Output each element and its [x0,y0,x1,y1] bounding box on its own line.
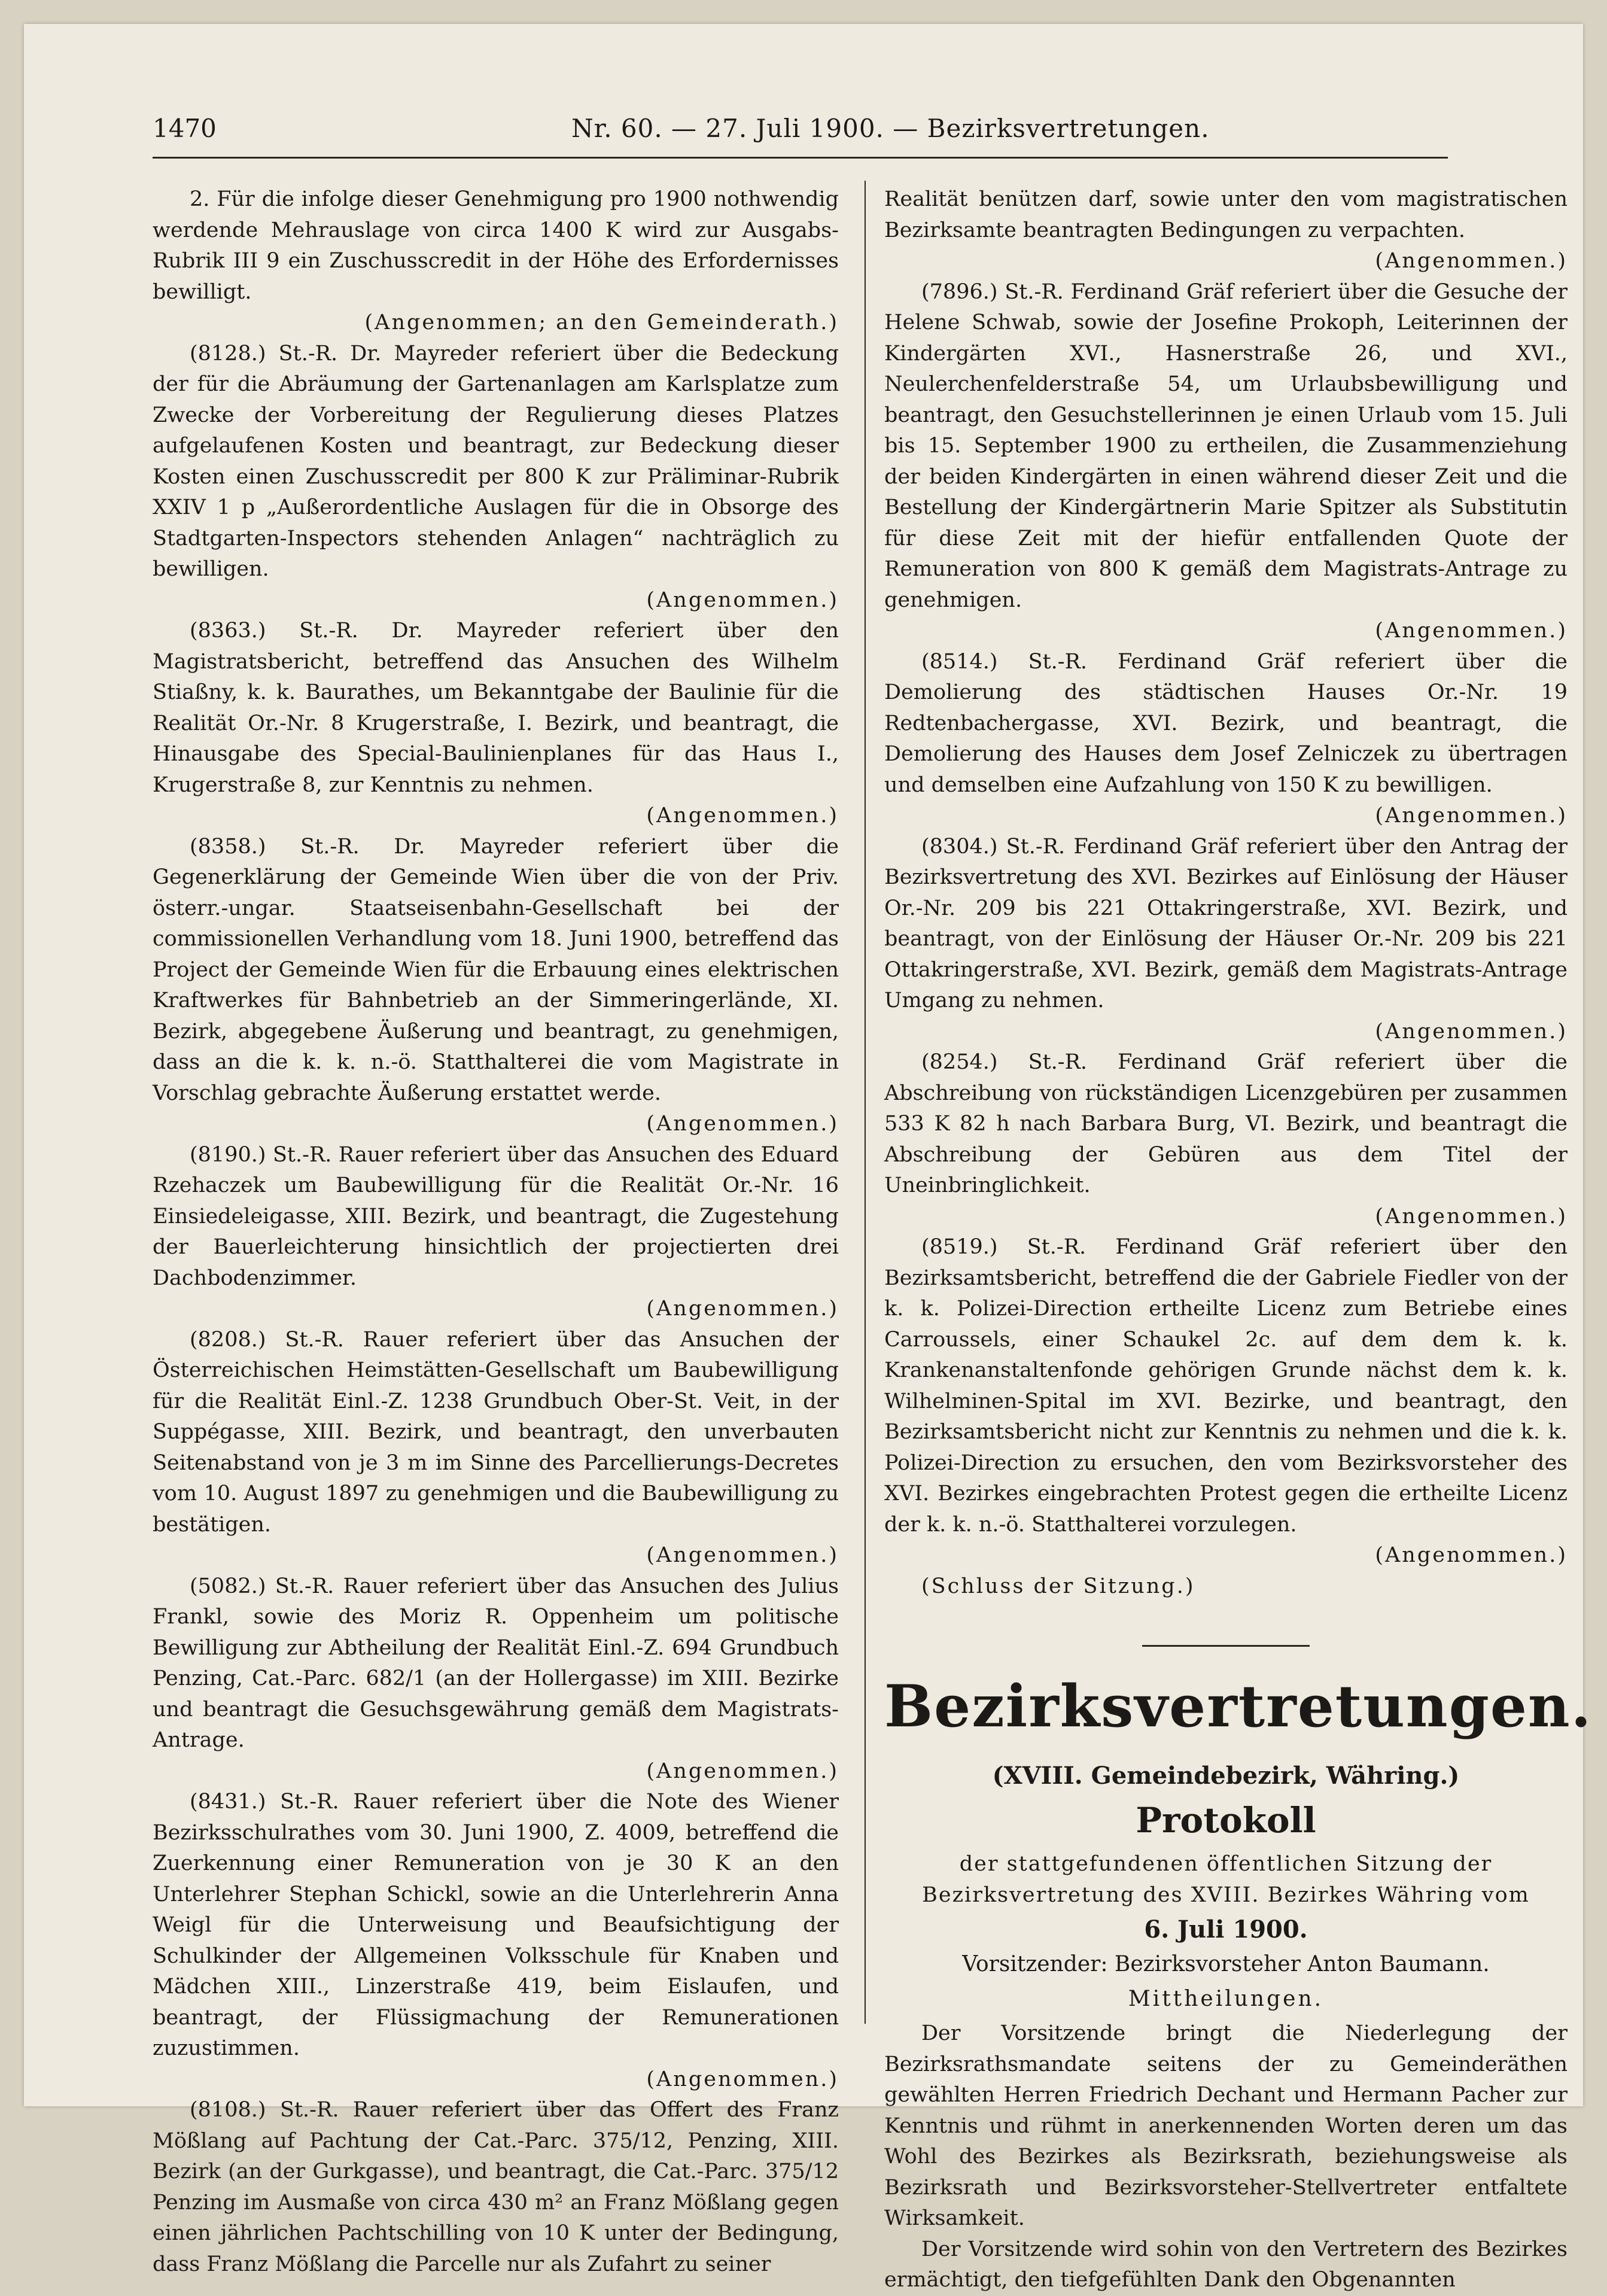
resolution: (Angenommen.) [646,1112,839,1136]
resolution: (Angenommen.) [1375,804,1568,828]
paragraph: (8108.) St.-R. Rauer referiert über das Offert des Franz Mößlang auf Pachtung der Cat.-Parc. 375/12, Penzing, XIII. Bezirk (an der Gurkgasse), und beantragt, die Cat.-Parc. 375/12 Penzing im Ausmaße von circa 430 m² an Franz Mößlang gegen einen jährlichen Pachtschilling von 10 K unter der Bedingung, dass Franz Mößlang die Parcelle nur als Zufahrt zu seiner [153,2098,839,2276]
paragraph: Der Vorsitzende bringt die Niederlegung der Bezirksrathsmandate seitens der zu Gemeinderäthen gewählten Herren Friedrich Dechant und Hermann Pacher zur Kenntnis und rühmt in anerkennenden Worten deren um das Wohl des Bezirkes als Bezirksrath, beziehungsweise als Bezirksrath und Bezirksvorsteher-Stellvertreter entfaltete Wirksamkeit. [884,2021,1568,2230]
resolution: (Angenommen; an den Gemeinderath.) [364,311,839,334]
paragraph: (8363.) St.-R. Dr. Mayreder referiert über den Magistratsbericht, betreffend das Ansuchen des Wilhelm Stiaßny, k. k. Baurathes, um Bekanntgabe der Baulinie für die Realität Or.-Nr. 8 Krugerstraße, I. Bezirk, und beantragt, die Hinausgabe des Special-Baulinienplanes für das Haus I., Krugerstraße 8, zur Kenntnis zu nehmen. [153,619,839,797]
session-date: 6. Juli 1900. [1144,1915,1308,1944]
paragraph: 2. Für die infolge dieser Genehmigung pro 1900 nothwendig werdende Mehrauslage von circa 1400 K wird zur Ausgabs-Rubrik III 9 ein Zuschusscredit in der Höhe des Erfordernisses bewilligt. [153,187,839,304]
paragraph: (7896.) St.-R. Ferdinand Gräf referiert über die Gesuche der Helene Schwab, sowie der Josefine Prokoph, Leiterinnen der Kindergärten XVI., Hasnerstraße 26, und XVI., Neulerchenfelderstraße 54, um Urlaubsbewilligung und beantragt, den Gesuchstellerinnen je einen Urlaub vom 15. Juli bis 15. September 1900 zu ertheilen, die Zusammenziehung der beiden Kindergärten in einen während dieser Zeit und die Bestellung der Kindergärtnerin Marie Spitzer als Substitutin für diese Zeit mit der hiefür entfallenden Quote der Remuneration von 800 K gemäß dem Magistrats-Antrage zu genehmigen. [884,279,1568,612]
resolution: (Angenommen.) [1375,1019,1568,1044]
paragraph: (8519.) St.-R. Ferdinand Gräf referiert über den Bezirksamtsbericht, betreffend die der Gabriele Fiedler von der k. k. Polizei-Direction ertheilte Licenz zum Betriebe eines Carroussels, einer Schaukel 2c. auf dem dem k. k. Krankenanstaltenfonde gehörigen Grunde nächst dem k. k. Wilhelminen-Spital im XVI. Bezirke, und beantragt, den Bezirksamtsbericht nicht zur Kenntnis zu nehmen und die k. k. Polizei-Direction zu ersuchen, den vom Bezirksvorsteher des XVI. Bezirkes eingebrachten Protest gegen die ertheilte Licenz der k. k. n.-ö. Statthalterei vorzulegen. [884,1235,1568,1537]
running-title: Nr. 60. — 27. Juli 1900. — Bezirksvertretungen. [571,114,1210,143]
resolution: (Angenommen.) [646,588,839,612]
section-title: Bezirksvertretungen. [884,1672,1593,1740]
resolution: (Angenommen.) [1375,619,1568,643]
resolution: (Angenommen.) [646,804,839,828]
resolution: (Angenommen.) [646,2067,839,2091]
subheading: Mittheilungen. [1128,1987,1324,2011]
resolution: (Angenommen.) [646,1297,839,1321]
resolution: (Angenommen.) [1375,1204,1568,1228]
paragraph: (8128.) St.-R. Dr. Mayreder referiert über die Bedeckung der für die Abräumung der Gartenanlagen am Karlsplatze zum Zwecke der Vorbereitung der Regulierung dieses Platzes aufgelaufenen Kosten und beantragt, zur Bedeckung dieser Kosten einen Zuschusscredit per 800 K zur Präliminar-Rubrik XXIV 1 p „Außerordentliche Auslagen für die in Obsorge des Stadtgarten-Inspectors stehenden Anlagen“ nachträglich zu bewilligen. [153,341,839,581]
paragraph: (5082.) St.-R. Rauer referiert über das Ansuchen des Julius Frankl, sowie des Moriz R. Oppenheim um politische Bewilligung zur Abtheilung der Realität Einl.-Z. 694 Grundbuch Penzing, Cat.-Parc. 682/1 (an der Hollergasse) im XIII. Bezirke und beantragt die Gesuchsgewährung gemäß dem Magistrats-Antrage. [153,1574,839,1752]
paragraph: (8254.) St.-R. Ferdinand Gräf referiert über die Abschreibung von rückständigen Licenzgebüren per zusammen 533 K 82 h nach Barbara Burg, VI. Bezirk, und beantragt die Abschreibung der Gebüren aus dem Titel der Uneinbringlichkeit. [884,1050,1568,1197]
paragraph: (8190.) St.-R. Rauer referiert über das Ansuchen des Eduard Rzehaczek um Baubewilligung für die Realität Or.-Nr. 16 Einsiedeleigasse, XIII. Bezirk, und beantragt, die Zugestehung der Bauerleichterung hinsichtlich der projectierten drei Dachbodenzimmer. [153,1142,839,1290]
paragraph: Der Vorsitzende wird sohin von den Vertretern des Bezirkes ermächtigt, den tiefgefühlten Dank den Obgenannten [884,2237,1568,2292]
protocol-intro: der stattgefundenen öffentlichen Sitzung der Bezirksvertretung des XVIII. Bezirkes Währing vom [922,1852,1530,1907]
paragraph: (8431.) St.-R. Rauer referiert über die Note des Wiener Bezirksschulrathes vom 30. Juni 1900, Z. 4009, betreffend die Zuerkennung einer Remuneration von je 30 K an den Unterlehrer Stephan Schickl, sowie an die Unterlehrerin Anna Weigl für die Unterweisung und Beaufsichtigung der Schulkinder der Allgemeinen Volksschule für Knaben und Mädchen XIII., Linzerstraße 419, beim Eislaufen, und beantragt, der Flüssigmachung der Remunerationen zuzustimmen. [153,1790,839,2060]
right-column [884,184,1593,2296]
paragraph: (8208.) St.-R. Rauer referiert über das Ansuchen der Österreichischen Heimstätten-Gesellschaft um Baubewilligung für die Realität Einl.-Z. 1238 Grundbuch Ober-St. Veit, in der Suppégasse, XIII. Bezirk, und beantragt, den unverbauten Seitenabstand von je 3 m im Sinne des Parcellierungs-Decretes vom 10. August 1897 zu genehmigen und die Baubewilligung zu bestätigen. [153,1327,839,1537]
paragraph: (8358.) St.-R. Dr. Mayreder referiert über die Gegenerklärung der Gemeinde Wien über die von der Priv. österr.-ungar. Staatseisenbahn-Gesellschaft bei der commissionellen Verhandlung vom 18. Juni 1900, betreffend das Project der Gemeinde Wien für die Erbauung eines elektrischen Kraftwerkes für Bahnbetrieb an der Simmeringerlände, XI. Bezirk, abgegebene Äußerung und beantragt, zu genehmigen, dass an die k. k. n.-ö. Statthalterei die vom Magistrate in Vorschlag gebrachte Äußerung erstattet werde. [153,834,839,1105]
resolution: (Angenommen.) [1375,1543,1568,1567]
page-header [153,114,1448,162]
header-rule [153,157,1448,159]
left-column [153,184,839,2280]
section-rule [1142,1645,1310,1647]
session-end: (Schluss der Sitzung.) [921,1574,1195,1598]
paragraph: (8514.) St.-R. Ferdinand Gräf referiert über die Demolierung des städtischen Hauses Or.-Nr. 19 Redtenbachergasse, XVI. Bezirk, und beantragt, die Demolierung des Hauses dem Josef Zelniczek zu übertragen und demselben eine Aufzahlung von 150 K zu bewilligen. [884,649,1568,797]
column-divider [865,181,866,2024]
paragraph: Realität benützen darf, sowie unter den vom magistratischen Bezirksamte beantragten Bedingungen zu verpachten. [884,187,1568,242]
resolution: (Angenommen.) [646,1543,839,1567]
paragraph: (8304.) St.-R. Ferdinand Gräf referiert über den Antrag der Bezirksvertretung des XVI. Bezirkes auf Einlösung der Häuser Or.-Nr. 209 bis 221 Ottakringerstraße, XVI. Bezirk, und beantragt, von der Einlösung der Häuser Or.-Nr. 209 bis 221 Ottakringerstraße, XVI. Bezirk, gemäß dem Magistrats-Antrage Umgang zu nehmen. [884,834,1568,1012]
district-heading: (XVIII. Gemeindebezirk, Währing.) [992,1762,1460,1790]
resolution: (Angenommen.) [646,1759,839,1783]
page-number: 1470 [153,114,217,143]
protocol-heading: Protokoll [1136,1800,1316,1841]
chairperson: Vorsitzender: Bezirksvorsteher Anton Baumann. [962,1952,1490,1976]
newspaper-page [24,24,1593,2292]
resolution: (Angenommen.) [1375,249,1568,273]
